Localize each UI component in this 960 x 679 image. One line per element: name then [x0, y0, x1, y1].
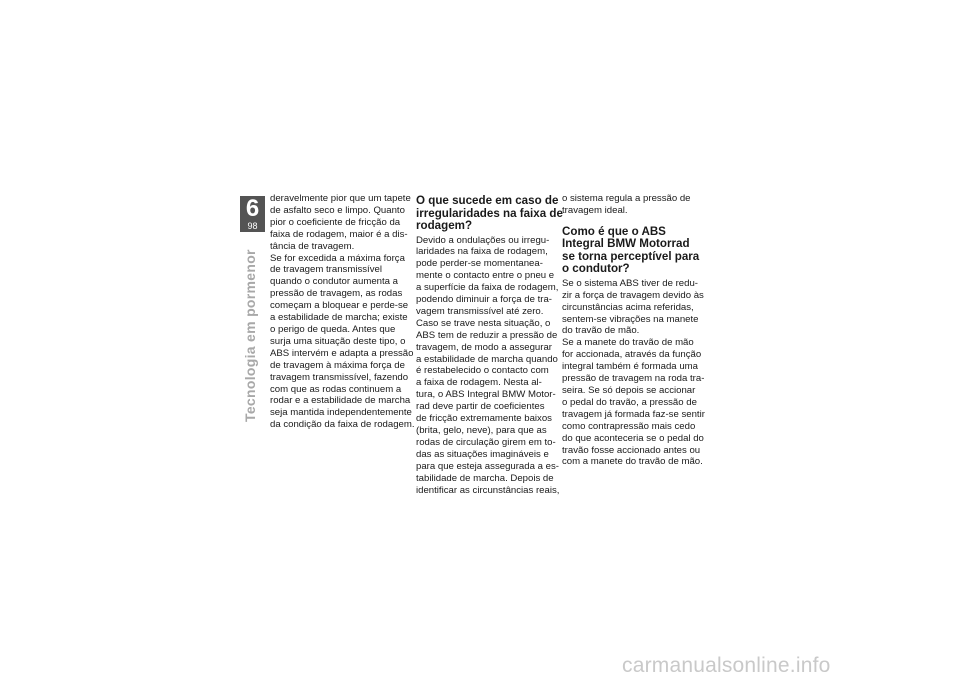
- text-line: (brita, gelo, neve), para que as: [416, 425, 547, 436]
- text-line: Se o sistema ABS tiver de redu-: [562, 277, 698, 289]
- text-line: tura, o ABS Integral BMW Motor-: [416, 389, 556, 401]
- text-line: tabilidade de marcha. Depois de: [416, 472, 554, 484]
- text-line: do travão de mão.: [562, 325, 640, 337]
- heading-line: Como é que o ABS: [562, 224, 666, 238]
- text-line: seira. Se só depois se accionar: [562, 384, 696, 396]
- chapter-tab: [240, 196, 265, 232]
- heading-line: se torna perceptível para: [562, 249, 700, 263]
- chapter-number: 6: [245, 195, 260, 222]
- text-line: de travagem transmissível: [270, 264, 382, 276]
- text-column-1: [270, 193, 415, 431]
- text-line: de travagem à máxima força de: [270, 359, 405, 371]
- text-line: ABS intervém e adapta a pressão: [270, 347, 414, 359]
- text-line: rad deve partir de coeficientes: [416, 401, 545, 413]
- text-line: travagem transmissível, fazendo: [270, 371, 409, 383]
- text-line: travagem, de modo a assegurar: [416, 341, 552, 353]
- page-number: 98: [247, 221, 258, 231]
- text-line: Caso se trave nesta situação, o: [416, 317, 551, 329]
- section-heading: [562, 226, 702, 276]
- text-line: podendo diminuir a força de tra-: [416, 294, 552, 306]
- text-line: de asfalto seco e limpo. Quanto: [270, 204, 405, 216]
- text-line: tância de travagem.: [270, 240, 355, 252]
- text-line: mente o contacto entre o pneu e: [416, 270, 555, 282]
- text-line: faixa de rodagem, maior é a dis-: [270, 228, 408, 240]
- paragraph: [416, 234, 560, 497]
- text-line: a estabilidade de marcha; existe: [270, 312, 408, 324]
- text-line: laridades na faixa de rodagem,: [416, 246, 548, 258]
- paragraph: [562, 193, 702, 217]
- text-line: zir a força de travagem devido às: [562, 289, 704, 301]
- text-line: pode perder-se momentanea-: [416, 258, 543, 270]
- text-line: surja uma situação deste tipo, o: [270, 335, 406, 347]
- text-line: rodar e a estabilidade de marcha: [270, 395, 411, 407]
- text-line: a faixa de rodagem. Nesta al-: [416, 377, 542, 389]
- text-line: quando o condutor aumenta a: [270, 276, 399, 288]
- text-line: sentem-se vibrações na manete: [562, 313, 699, 325]
- text-line: com que as rodas continuem a: [270, 383, 402, 395]
- text-line: rodas de circulação girem em to-: [416, 436, 556, 448]
- text-line: o sistema regula a pressão de: [562, 193, 691, 204]
- text-line: seja mantida independentemente: [270, 407, 412, 419]
- heading-line: rodagem?: [416, 219, 473, 232]
- text-line: é restabelecido o contacto com: [416, 365, 549, 377]
- heading-line: o condutor?: [562, 262, 630, 276]
- text-line: das as situações imagináveis e: [416, 448, 549, 460]
- text-line: pior o coeficiente de fricção da: [270, 216, 401, 228]
- section-heading: [416, 194, 563, 233]
- text-line: para que esteja assegurada a es-: [416, 460, 559, 472]
- text-line: travagem ideal.: [562, 204, 628, 216]
- text-line: do que aconteceria se o pedal do: [562, 432, 704, 444]
- text-line: como contrapressão mais cedo: [562, 420, 696, 432]
- text-line: Se a manete do travão de mão: [562, 337, 694, 349]
- text-line: for accionada, através da função: [562, 349, 702, 361]
- text-line: ABS tem de reduzir a pressão de: [416, 329, 558, 341]
- paragraph: [270, 193, 415, 431]
- text-line: travão fosse accionado antes ou: [562, 444, 701, 456]
- text-line: da condição da faixa de rodagem.: [270, 419, 415, 431]
- text-line: pressão de travagem, as rodas: [270, 288, 403, 300]
- text-column-3: [562, 193, 705, 468]
- watermark: carmanualsonline.info: [622, 654, 831, 677]
- text-line: deravelmente pior que um tapete: [270, 193, 411, 204]
- text-line: identificar as circunstâncias reais,: [416, 484, 560, 496]
- text-line: de fricção extremamente baixos: [416, 413, 552, 425]
- heading-line: irregularidades na faixa de: [416, 206, 563, 220]
- text-line: o perigo de queda. Antes que: [270, 323, 396, 335]
- text-line: travagem já formada faz-se sentir: [562, 408, 705, 420]
- text-line: circunstâncias acima referidas,: [562, 301, 694, 313]
- chapter-title: Tecnologia em pormenor: [242, 249, 258, 422]
- text-line: a estabilidade de marcha quando: [416, 353, 558, 365]
- text-line: Se for excedida a máxima força: [270, 252, 405, 264]
- heading-line: O que sucede em caso de: [416, 194, 559, 207]
- text-line: integral também é formada uma: [562, 361, 698, 373]
- text-line: o pedal do travão, a pressão de: [562, 396, 697, 408]
- text-line: vagem transmissível até zero.: [416, 305, 544, 317]
- text-line: a superfície da faixa de rodagem,: [416, 282, 559, 294]
- heading-line: Integral BMW Motorrad: [562, 237, 690, 251]
- text-line: começam a bloquear e perde-se: [270, 300, 409, 312]
- text-line: pressão de travagem na roda tra-: [562, 373, 705, 385]
- text-column-2: [416, 193, 563, 496]
- paragraph: [562, 277, 705, 469]
- text-line: Devido a ondulações ou irregu-: [416, 234, 550, 246]
- text-line: com a manete do travão de mão.: [562, 456, 703, 468]
